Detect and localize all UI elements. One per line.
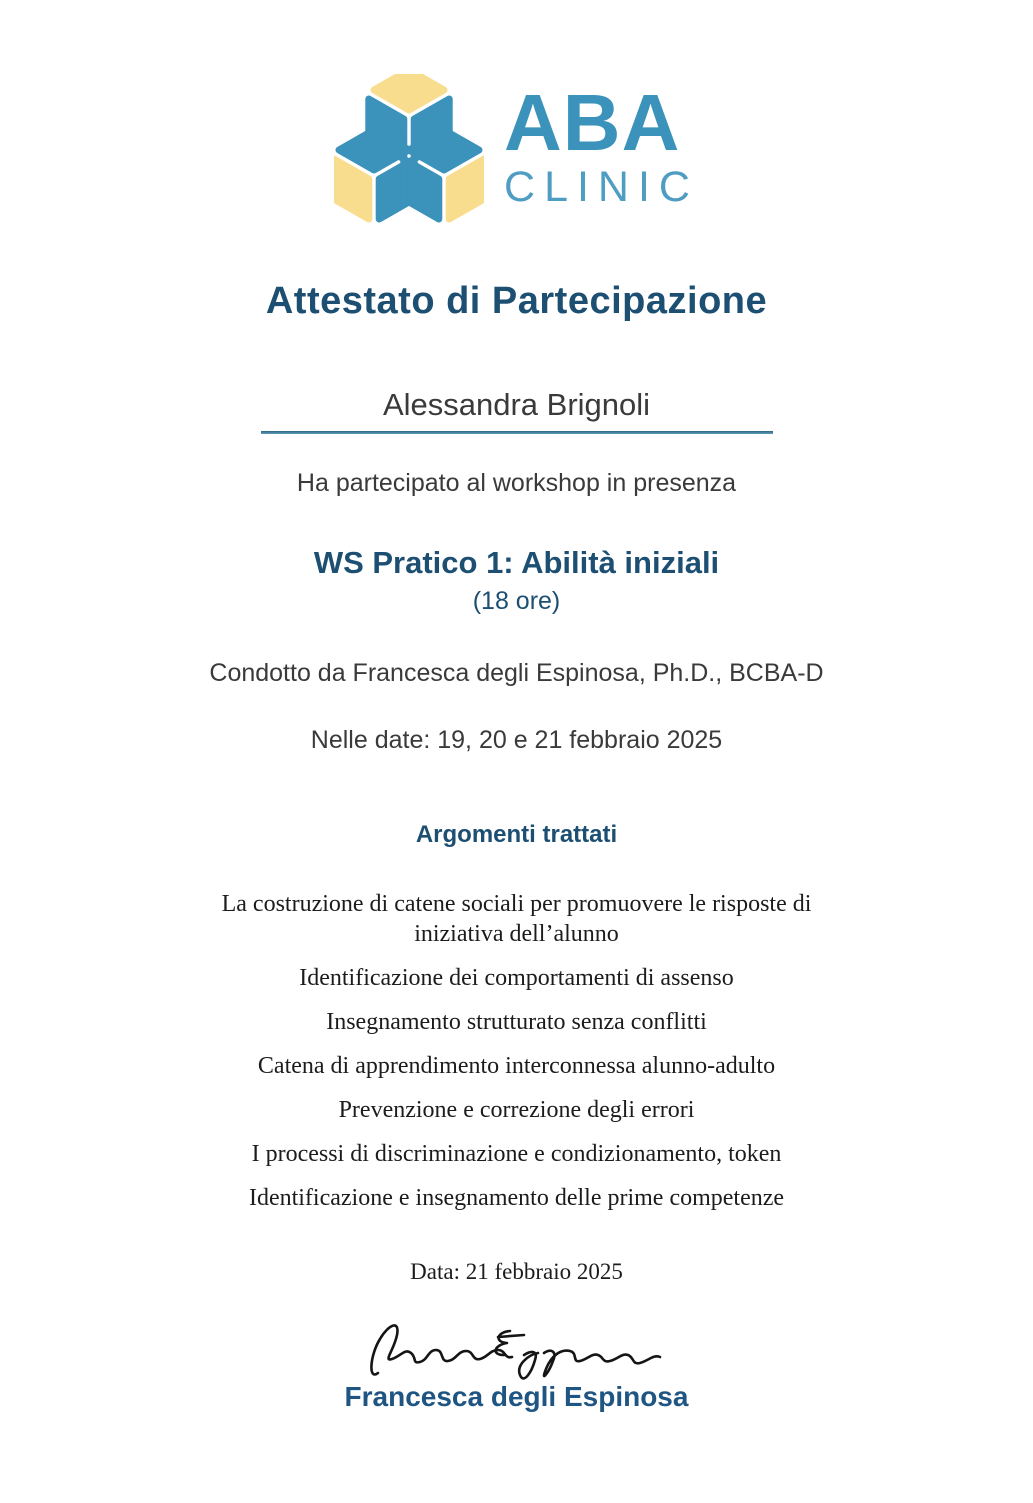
- dates-line: Nelle date: 19, 20 e 21 febbraio 2025: [310, 726, 723, 754]
- cubes-logo-icon: [334, 74, 484, 224]
- topic-item: Prevenzione e correzione degli errori: [338, 1097, 695, 1123]
- topic-item: Identificazione dei comportamenti di assenso: [299, 965, 734, 991]
- certificate-title: Attestato di Partecipazione: [265, 280, 768, 322]
- issue-date: Data: 21 febbraio 2025: [410, 1259, 623, 1284]
- name-underline: [261, 431, 773, 434]
- topic-item: Identificazione e insegnamento delle prime competenze: [248, 1185, 785, 1211]
- topic-item: Insegnamento strutturato senza conflitti: [326, 1009, 707, 1035]
- topic-item: Catena di apprendimento interconnessa alunno-adulto: [257, 1053, 776, 1079]
- logo-text: [504, 78, 699, 212]
- conductor-line: Condotto da Francesca degli Espinosa, Ph.D., BCBA-D: [209, 659, 824, 687]
- brand-name: ABA: [504, 78, 681, 168]
- participation-line: Ha partecipato al workshop in presenza: [296, 469, 737, 497]
- topic-item: La costruzione di catene sociali per promuovere le risposte di iniziativa dell’alunno: [221, 891, 812, 947]
- topic-item: I processi di discriminazione e condizionamento, token: [251, 1141, 782, 1167]
- topics-list: [192, 889, 842, 1213]
- brand-subtitle: CLINIC: [504, 162, 699, 211]
- workshop-title: WS Pratico 1: Abilità iniziali: [313, 545, 720, 580]
- recipient-name: Alessandra Brignoli: [382, 387, 651, 422]
- signer-name: Francesca degli Espinosa: [344, 1381, 689, 1412]
- logo: [0, 0, 1033, 224]
- topics-heading: Argomenti trattati: [415, 821, 618, 848]
- workshop-hours: (18 ore): [472, 587, 561, 615]
- signature-icon: [362, 1309, 672, 1389]
